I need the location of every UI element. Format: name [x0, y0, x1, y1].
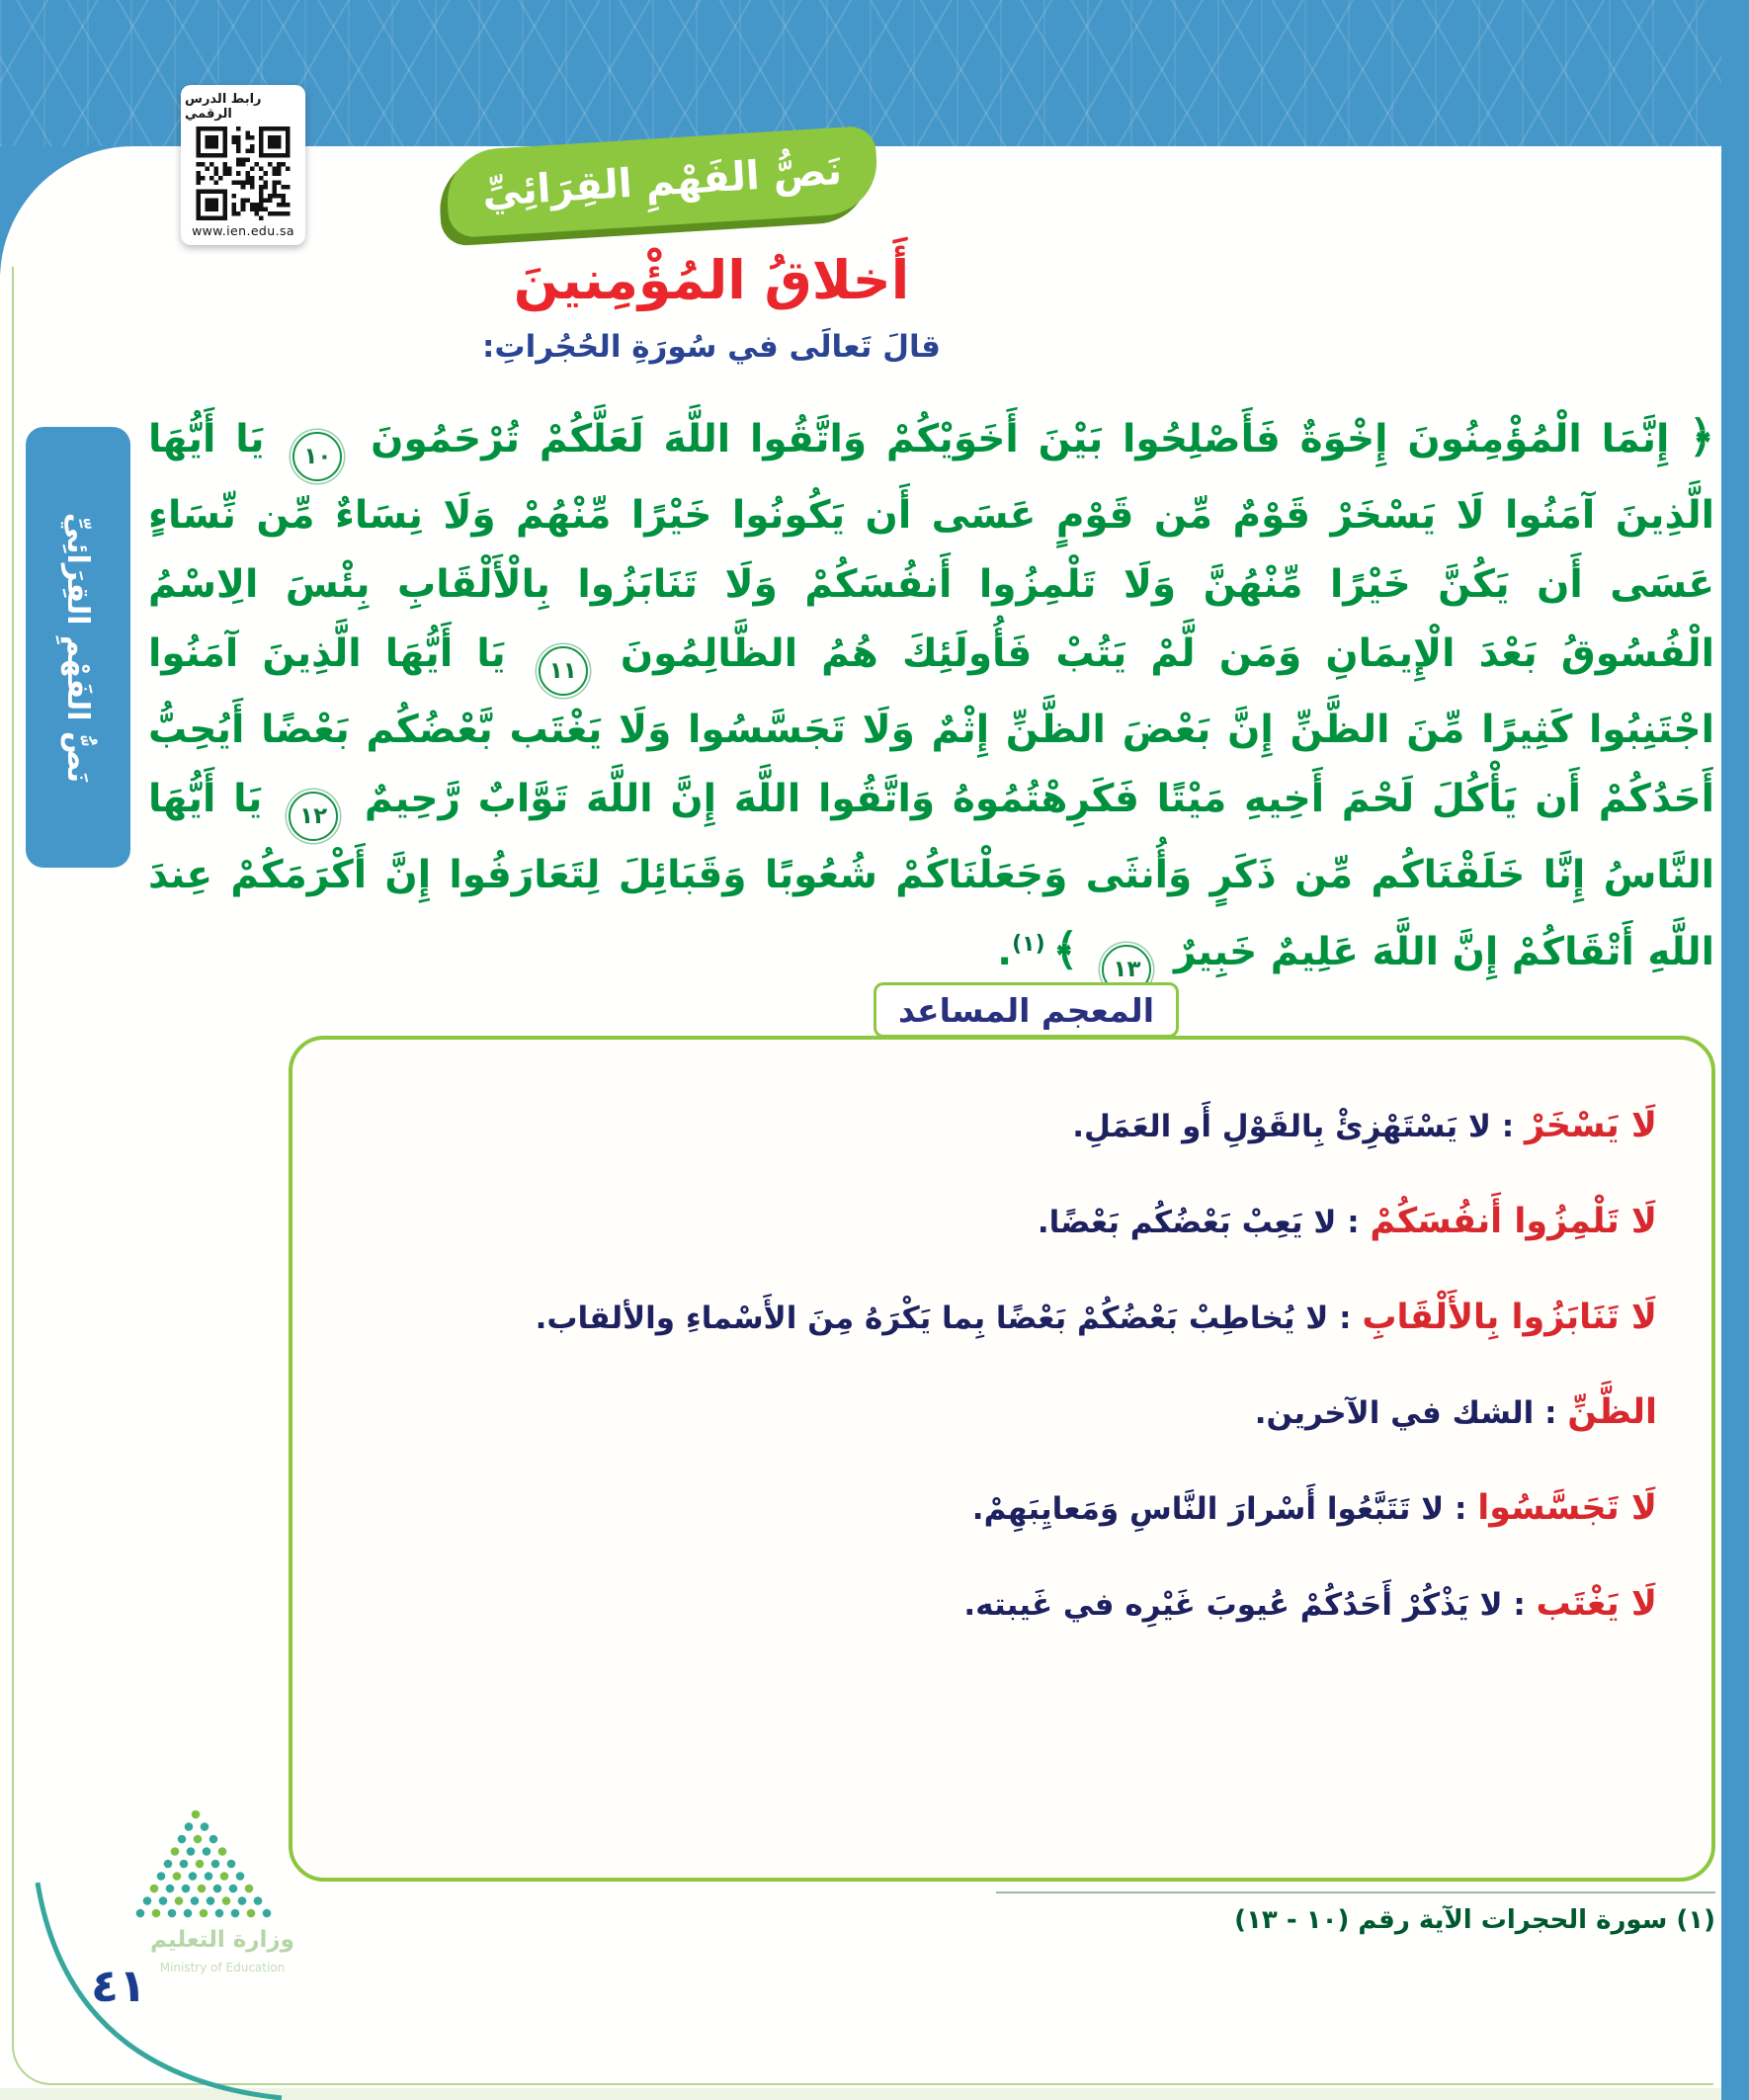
ministry-logo — [117, 1806, 294, 1923]
glossary-term: لَا تَجَسَّسُوا — [1477, 1488, 1657, 1528]
glossary-definition: لا يَذْكُرْ أَحَدُكُمْ عُيوبَ غَيْرِه في غَيبته. — [963, 1586, 1503, 1623]
glossary-definition: لا يُخاطِبْ بَعْضُكُمْ بَعْضًا بِما يَكْرَهُ مِنَ الأَسْماءِ والألقاب. — [535, 1300, 1329, 1336]
footnote-text: (١) سورة الحجرات الآية رقم (١٠ - ١٣) — [1234, 1905, 1715, 1935]
glossary-entry — [337, 1197, 1657, 1247]
glossary-definition: لا يَعِبْ بَعْضُكُم بَعْضًا. — [1037, 1204, 1337, 1240]
page-edge-bar — [1721, 0, 1749, 2100]
glossary-term: لَا يَسْخَرْ — [1524, 1106, 1657, 1145]
glossary-separator: : — [1328, 1300, 1363, 1336]
glossary-entry — [337, 1293, 1657, 1343]
sidebar-tab — [26, 427, 130, 868]
glossary-separator: : — [1502, 1586, 1537, 1623]
glossary-box — [289, 1036, 1715, 1882]
ayah-number-marker: ١٣ — [1102, 945, 1151, 994]
intro-line: قالَ تَعالَى في سُورَةِ الحُجُراتِ: — [482, 329, 941, 365]
glossary-entry — [337, 1579, 1657, 1630]
glossary-definition: لا يَسْتَهْزِئْ بِالقَوْلِ أَو العَمَلِ. — [1072, 1109, 1491, 1144]
glossary-separator: : — [1534, 1395, 1568, 1432]
ministry-wordmark-ar: وزارة التعليم — [150, 1927, 294, 1953]
glossary-title: المعجم المساعد — [874, 982, 1179, 1038]
ministry-wordmark-en: Ministry of Education — [159, 1961, 286, 1974]
quran-close-bracket: ﴾ — [1052, 925, 1094, 975]
qr-title: رابط الدرس الرقمي — [185, 92, 262, 122]
qr-code-icon[interactable] — [196, 126, 291, 220]
glossary-entry — [337, 1101, 1657, 1151]
footnote-reference: (١) — [1012, 932, 1053, 957]
ayah-number-marker: ١٠ — [292, 432, 342, 481]
ayah-number-marker: ١١ — [539, 646, 588, 696]
footnote-divider — [996, 1891, 1715, 1893]
page-number: ٤١ — [91, 1959, 147, 2012]
glossary-definition: لا تَتَبَّعُوا أَسْرارَ النَّاسِ وَمَعايِبَهِمْ. — [971, 1491, 1445, 1527]
lesson-title: أَخلاقُ المُؤْمِنينَ — [513, 249, 910, 311]
glossary-definition: الشك في الآخرين. — [1254, 1395, 1535, 1432]
sidebar-tab-label: نَصُّ الفَهْمِ القِرَائِيِّ — [60, 512, 96, 783]
glossary-separator: : — [1491, 1109, 1525, 1144]
glossary-separator: : — [1336, 1204, 1371, 1240]
glossary-entry — [337, 1387, 1657, 1438]
qr-url[interactable]: www.ien.edu.sa — [192, 223, 294, 238]
qr-panel — [181, 85, 305, 245]
glossary-separator: : — [1444, 1491, 1478, 1527]
glossary-term: لَا تَنَابَزُوا بِالأَلْقَابِ — [1362, 1297, 1657, 1337]
ayah-number-marker: ١٢ — [289, 792, 338, 841]
glossary-entry — [337, 1483, 1657, 1534]
glossary-term: لَا يَغْتَب — [1536, 1583, 1657, 1624]
glossary-term: الظَّنِّ — [1567, 1392, 1657, 1433]
glossary-term: لَا تَلْمِزُوا أَنفُسَكُمْ — [1370, 1201, 1657, 1241]
quran-open-bracket: ﴿ — [1689, 412, 1714, 462]
section-banner-label: نَصُّ الفَهْمِ القِرَائِيِّ — [480, 147, 844, 216]
quran-passage: ﴿ إِنَّمَا الْمُؤْمِنُونَ إِخْوَةٌ فَأَصْلِحُوا بَيْنَ أَخَوَيْكُمْ وَاتَّقُوا اللَّهَ لَعَلَّكُمْ تُرْحَمُونَ ١٠ يَا أَيُّهَا الَّذِينَ آمَنُوا لَا يَسْخَرْ قَوْمٌ مِّن قَوْمٍ عَسَى أَن يَكُونُوا خَيْرًا مِّنْهُمْ وَلَا نِسَاءٌ مِّن نِّسَاءٍ عَسَى أَن يَكُنَّ خَيْرًا مِّنْهُنَّ وَلَا تَلْمِزُوا أَنفُسَكُمْ وَلَا تَنَابَزُوا بِالْأَلْقَابِ بِئْسَ الِاسْمُ الْفُسُوقُ بَعْدَ الْإِيمَانِ وَمَن لَّمْ يَتُبْ فَأُولَئِكَ هُمُ الظَّالِمُونَ ١١ يَا أَيُّهَا الَّذِينَ آمَنُوا اجْتَنِبُوا كَثِيرًا مِّنَ الظَّنِّ إِنَّ بَعْضَ الظَّنِّ إِثْمٌ وَلَا تَجَسَّسُوا وَلَا يَغْتَب بَّعْضُكُم بَعْضًا أَيُحِبُّ أَحَدُكُمْ أَن يَأْكُلَ لَحْمَ أَخِيهِ مَيْتًا فَكَرِهْتُمُوهُ وَاتَّقُوا اللَّهَ إِنَّ اللَّهَ تَوَّابٌ رَّحِيمٌ ١٢ يَا أَيُّهَا النَّاسُ إِنَّا خَلَقْنَاكُم مِّن ذَكَرٍ وَأُنثَى وَجَعَلْنَاكُمْ شُعُوبًا وَقَبَائِلَ لِتَعَارَفُوا إِنَّ أَكْرَمَكُمْ عِندَ اللَّهِ أَتْقَاكُمْ إِنَّ اللَّهَ عَلِيمٌ خَبِيرٌ ١٣ ﴾ $^{(١)}$. — [148, 403, 1714, 994]
headings-block — [0, 249, 1423, 365]
